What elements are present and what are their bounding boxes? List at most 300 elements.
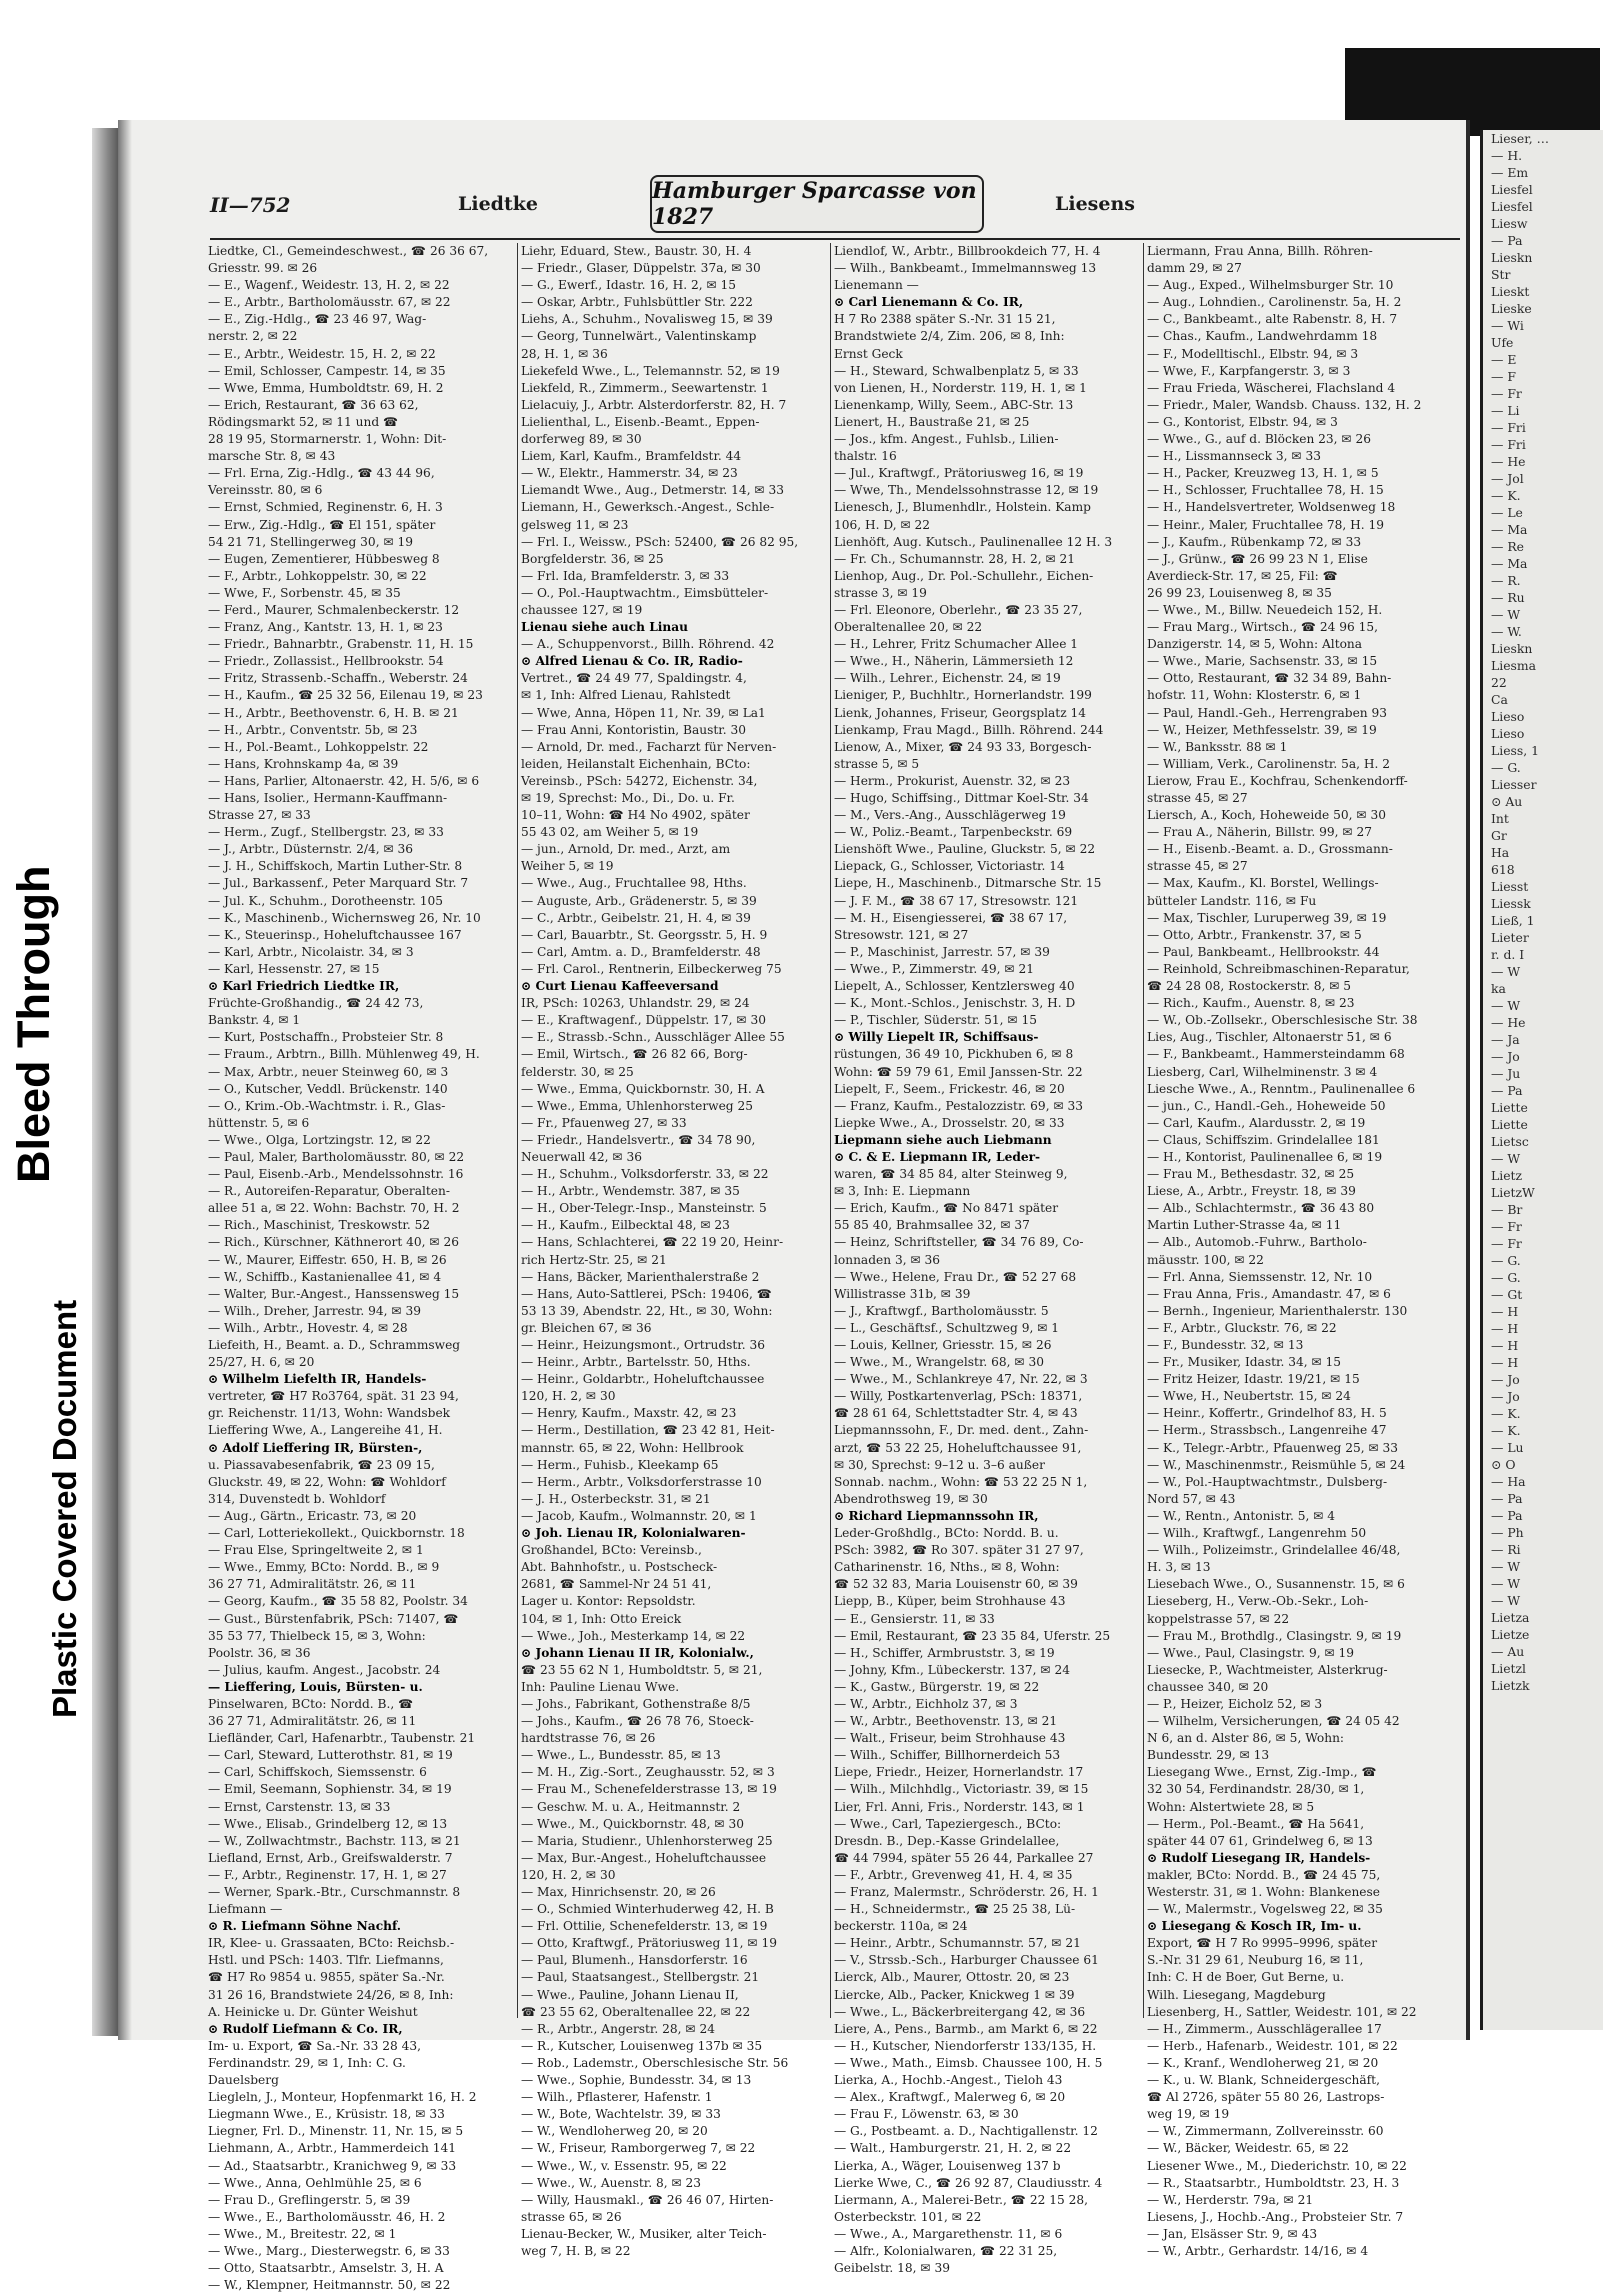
- next-page-fragment: — Fr: [1491, 386, 1522, 401]
- next-page-fragment: — Jo: [1491, 1389, 1520, 1404]
- directory-entry-line: — Fritz, Strassenb.-Schaffn., Weberstr. 24: [208, 671, 468, 686]
- directory-entry-line: — Frl. Erna, Zig.-Hdlg., ☎ 43 44 96,: [208, 466, 435, 481]
- directory-entry-line: Rödingsmarkt 52, ✉ 11 und ☎: [208, 414, 399, 429]
- next-page-fragment: — Li: [1491, 403, 1520, 418]
- directory-entry-line: Sonnab. nachm., Wohn: ☎ 53 22 25 N 1,: [834, 1474, 1088, 1489]
- directory-entry-line: Früchte-Großhandig., ☎ 24 42 73,: [208, 996, 424, 1011]
- directory-entry-line: ⊙ Alfred Lienau & Co. IR, Radio-: [521, 654, 743, 669]
- directory-entry-line: — Heinr., Arbtr., Schumannstr. 57, ✉ 21: [834, 1936, 1081, 1951]
- directory-entry-line: — Wwe, Anna, Höpen 11, Nr. 39, ✉ La1: [521, 705, 766, 720]
- directory-entry-line: — K., Telegr.-Arbtr., Pfauenweg 25, ✉ 33: [1147, 1440, 1399, 1455]
- directory-entry-line: mannstr. 65, ✉ 22, Wohn: Hellbrook: [521, 1440, 744, 1455]
- next-page-fragment: Str: [1491, 267, 1511, 282]
- directory-entry-line: — Paul, Bankbeamt., Hellbrookstr. 44: [1147, 944, 1380, 959]
- directory-entry-line: — Frau M., Bethesdastr. 32, ✉ 25: [1147, 1167, 1355, 1182]
- directory-entry-line: — Carl, Schiffskoch, Siemssenstr. 6: [208, 1765, 427, 1780]
- directory-entry-line: — Arnold, Dr. med., Facharzt für Nerven-: [521, 739, 777, 754]
- directory-entry-line: Inh: C. H de Boer, Gut Berne, u.: [1147, 1970, 1345, 1985]
- directory-entry-line: — W., Wendloherweg 20, ✉ 20: [521, 2124, 708, 2139]
- directory-entry-line: Griesstr. 99. ✉ 26: [208, 261, 318, 276]
- directory-entry-line: — Wwe., Carl, Tapeziergesch., BCto:: [834, 1816, 1062, 1831]
- directory-entry-line: Lierka, A., Wäger, Louisenweg 137 b: [834, 2158, 1061, 2173]
- directory-entry-line: — K., Steuerinsp., Hoheluftchaussee 167: [208, 927, 462, 942]
- directory-entry-line: — Heinr., Koffertr., Grindelhof 83, H. 5: [1147, 1406, 1387, 1421]
- directory-entry-line: — R., Kutscher, Louisenweg 137b ✉ 35: [521, 2038, 763, 2053]
- directory-entry-line: leiden, Heilanstalt Eichenhain, BCto:: [521, 756, 751, 771]
- directory-entry-line: N 6, an d. Alster 86, ✉ 5, Wohn:: [1147, 1731, 1345, 1746]
- directory-entry-line: — Wwe., Sophie, Bundesstr. 34, ✉ 13: [521, 2073, 752, 2088]
- directory-entry-line: — Friedr., Zollassist., Hellbrookstr. 54: [208, 654, 444, 669]
- directory-entry-line: 106, H. D, ✉ 22: [834, 517, 931, 532]
- directory-entry-line: — Karl, Hessenstr. 27, ✉ 15: [208, 961, 380, 976]
- next-page-fragment: — W: [1491, 998, 1521, 1013]
- directory-entry-line: — E., Arbtr., Weidestr. 15, H. 2, ✉ 22: [208, 346, 436, 361]
- directory-entry-line: ⊙ Adolf Lieffering IR, Bürsten-,: [208, 1440, 423, 1455]
- directory-entry-line: — H., Arbtr., Conventstr. 5b, ✉ 23: [208, 722, 418, 737]
- directory-entry-line: Liekefeld Wwe., L., Telemannstr. 52, ✉ 19: [521, 363, 780, 378]
- directory-entry-line: ☎ 24 28 08, Rostockerstr. 8, ✉ 5: [1147, 979, 1352, 994]
- directory-entry-line: Wohn: Alstertwiete 28, ✉ 5: [1147, 1799, 1315, 1814]
- directory-entry-line: Lager u. Kontor: Repsoldstr.: [521, 1594, 696, 1609]
- directory-entry-line: — W., Maurer, Eiffestr. 650, H. B, ✉ 26: [208, 1252, 447, 1267]
- directory-entry-line: Neuerwall 42, ✉ 36: [521, 1149, 642, 1164]
- directory-entry-line: Liesener Wwe., M., Diederichstr. 10, ✉ 22: [1147, 2158, 1407, 2173]
- next-page-fragment: — G.: [1491, 1270, 1521, 1285]
- directory-entry-line: — Jul., Barkassenf., Peter Marquard Str. 7: [208, 876, 469, 891]
- directory-entry-line: — Alex., Kraftwgf., Malerweg 6, ✉ 20: [834, 2090, 1066, 2105]
- directory-entry-line: Liefländer, Carl, Hafenarbtr., Taubenstr. 21: [208, 1731, 476, 1746]
- directory-entry-line: — Fraum., Arbtrn., Billh. Mühlenweg 49, H.: [208, 1047, 480, 1062]
- directory-entry-line: — W., Bäcker, Weidestr. 65, ✉ 22: [1147, 2141, 1349, 2156]
- directory-entry-line: — V., Strssb.-Sch., Harburger Chaussee 61: [834, 1953, 1099, 1968]
- directory-entry-line: 32 30 54, Ferdinandstr. 28/30, ✉ 1,: [1147, 1782, 1365, 1797]
- directory-entry-line: — Wilh., Pflasterer, Hafenstr. 1: [521, 2090, 713, 2105]
- directory-entry-line: 28 19 95, Stormarnerstr. 1, Wohn: Dit-: [208, 432, 447, 447]
- directory-entry-line: — H., Steward, Schwalbenplatz 5, ✉ 33: [834, 363, 1079, 378]
- directory-entry-line: chaussee 340, ✉ 20: [1147, 1679, 1269, 1694]
- directory-entry-line: — W., Bote, Wachtelstr. 39, ✉ 33: [521, 2107, 721, 2122]
- directory-entry-line: Liesche Wwe., A., Renntm., Paulinenallee 6: [1147, 1081, 1416, 1096]
- directory-entry-line: — Wwe., H., Näherin, Lämmersieth 12: [834, 654, 1074, 669]
- directory-entry-line: 36 27 71, Admiralitätstr. 26, ✉ 11: [208, 1577, 417, 1592]
- directory-entry-line: ⊙ Carl Lienemann & Co. IR,: [834, 295, 1024, 310]
- directory-entry-line: — Henry, Kaufm., Maxstr. 42, ✉ 23: [521, 1406, 737, 1421]
- directory-entry-line: — C., Bankbeamt., alte Rabenstr. 8, H. 7: [1147, 312, 1398, 327]
- directory-entry-line: — Otto, Staatsarbtr., Amselstr. 3, H. A: [208, 2261, 444, 2276]
- directory-entry-line: — Hans, Auto-Sattlerei, PSch: 19406, ☎: [521, 1286, 772, 1301]
- directory-entry-line: gr. Bleichen 67, ✉ 36: [521, 1320, 652, 1335]
- directory-entry-line: — W., Herderstr. 79a, ✉ 21: [1147, 2192, 1314, 2207]
- directory-entry-line: — Fr., Musiker, Idastr. 34, ✉ 15: [1147, 1355, 1342, 1370]
- directory-entry-line: — Wwe., E., Bartholomäusstr. 46, H. 2: [208, 2209, 446, 2224]
- directory-entry-line: — M. H., Zig.-Sort., Zeughausstr. 52, ✉ 3: [521, 1765, 775, 1780]
- directory-entry-line: Wohn: ☎ 59 79 61, Emil Janssen-Str. 22: [834, 1064, 1083, 1079]
- directory-entry-line: felderstr. 30, ✉ 25: [521, 1064, 634, 1079]
- directory-entry-line: — Frau F., Löwenstr. 63, ✉ 30: [834, 2107, 1019, 2122]
- directory-entry-line: Geibelstr. 18, ✉ 39: [834, 2261, 950, 2276]
- directory-entry-line: ✉ 19, Sprechst: Mo., Di., Do. u. Fr.: [521, 791, 735, 805]
- directory-entry-line: — Wwe., P., Zimmerstr. 49, ✉ 21: [834, 961, 1034, 976]
- directory-entry-line: 35 53 77, Thielbeck 15, ✉ 3, Wohn:: [208, 1628, 426, 1643]
- directory-entry-line: — Wilh., Arbtr., Hovestr. 4, ✉ 28: [208, 1320, 408, 1335]
- directory-entry-line: — Rich., Kaufm., Auenstr. 8, ✉ 23: [1147, 996, 1355, 1011]
- directory-entry-line: — Walt., Hamburgerstr. 21, H. 2, ✉ 22: [834, 2141, 1072, 2156]
- directory-entry-line: 55 43 02, am Weiher 5, ✉ 19: [521, 825, 699, 840]
- directory-entry-line: — Wwe, F., Sorbenstr. 45, ✉ 35: [208, 585, 401, 600]
- directory-entry-line: Liepe, Friedr., Heizer, Hornerlandstr. 17: [834, 1765, 1084, 1780]
- next-page-fragment: — W: [1491, 1593, 1521, 1608]
- next-page-fragment: ka: [1491, 981, 1506, 996]
- next-page-fragment: — Ph: [1491, 1525, 1524, 1540]
- header-last-entry: Liesens: [1055, 193, 1135, 215]
- directory-entry-line: Export, ☎ H 7 Ro 9995–9996, später: [1147, 1936, 1378, 1951]
- directory-entry-line: — Frl. Eleonore, Oberlehr., ☎ 23 35 27,: [834, 602, 1083, 617]
- directory-entry-line: Liekfeld, R., Zimmerm., Seewartenstr. 1: [521, 380, 769, 395]
- directory-entry-line: gr. Reichenstr. 11/13, Wohn: Wandsbek: [208, 1406, 451, 1421]
- directory-entry-line: S.-Nr. 31 29 61, Neuburg 16, ✉ 11,: [1147, 1953, 1364, 1968]
- directory-entry-line: Dauelsberg: [208, 2073, 279, 2088]
- directory-entry-line: — Rich., Kürschner, Käthnerort 40, ✉ 26: [208, 1235, 459, 1250]
- directory-entry-line: — Frau Marg., Wirtsch., ☎ 24 96 15,: [1147, 620, 1379, 635]
- directory-entry-line: — Frau M., Brothdlg., Clasingstr. 9, ✉ 19: [1147, 1628, 1402, 1643]
- directory-entry-line: — J. F. M., ☎ 38 67 17, Stresowstr. 121: [834, 893, 1079, 908]
- directory-entry-line: — Jan, Elsässer Str. 9, ✉ 43: [1147, 2226, 1318, 2241]
- column-4: [1144, 243, 1457, 2258]
- next-page-fragment: ⊙ Au: [1491, 794, 1523, 809]
- next-page-fragment: Lieso: [1491, 709, 1525, 724]
- directory-entry-line: — Wwe., Helene, Frau Dr., ☎ 52 27 68: [834, 1269, 1077, 1284]
- directory-entry-line: ✉ 30, Sprechst: 9–12 u. 3–6 außer: [834, 1457, 1045, 1472]
- directory-entry-line: — W., Banksstr. 88 ✉ 1: [1147, 739, 1288, 754]
- directory-entry-line: Liehr, Eduard, Stew., Baustr. 30, H. 4: [521, 244, 752, 258]
- header-first-entry: Liedtke: [458, 193, 538, 215]
- directory-entry-line: Liesegang Wwe., Ernst, Zig.-Imp., ☎: [1147, 1765, 1377, 1780]
- directory-entry-line: — C., Arbtr., Geibelstr. 21, H. 4, ✉ 39: [521, 910, 751, 925]
- directory-entry-line: damm 29, ✉ 27: [1147, 261, 1242, 276]
- next-page-fragment: — Pa: [1491, 233, 1523, 248]
- directory-entry-line: Liepelt, F., Seem., Frickestr. 46, ✉ 20: [834, 1081, 1065, 1096]
- next-page-fragment: — Ha: [1491, 1474, 1526, 1489]
- next-page-fragment: Liessk: [1491, 896, 1531, 911]
- directory-entry-line: ☎ 23 55 62, Oberaltenallee 22, ✉ 22: [521, 2004, 751, 2019]
- next-page-fragment: Lieser, …: [1491, 131, 1550, 146]
- directory-entry-line: — Wwe., Emmy, BCto: Nordd. B., ✉ 9: [208, 1560, 440, 1575]
- directory-entry-line: strasse 3, ✉ 19: [834, 585, 927, 600]
- directory-entry-line: — W., Arbtr., Gerhardstr. 14/16, ✉ 4: [1147, 2243, 1369, 2258]
- directory-entry-line: Lienkamp, Frau Magd., Billh. Röhrend. 244: [834, 722, 1104, 737]
- next-page-fragment: — E: [1491, 352, 1517, 367]
- directory-entry-line: — W., Klempner, Heitmannstr. 50, ✉ 22: [208, 2278, 451, 2293]
- next-page-fragment: — Pa: [1491, 1508, 1523, 1523]
- advertisement-banner: Hamburger Sparcasse von 1827: [650, 175, 984, 233]
- next-page-fragment: Liesst: [1491, 879, 1529, 894]
- directory-entry-line: Lies, Aug., Tischler, Altonaerstr 51, ✉ 6: [1147, 1030, 1392, 1045]
- directory-entry-line: — E., Arbtr., Bartholomäusstr. 67, ✉ 22: [208, 295, 451, 310]
- directory-entry-line: — J. H., Schiffskoch, Martin Luther-Str. 8: [208, 859, 463, 874]
- directory-entry-line: 120, H. 2, ✉ 30: [521, 1867, 616, 1882]
- directory-entry-line: Liedtke, Cl., Gemeindeschwest., ☎ 26 36 67,: [208, 244, 489, 258]
- directory-entry-line: — Ferd., Maurer, Schmalenbeckerstr. 12: [208, 602, 460, 617]
- directory-entry-line: Borgfelderstr. 36, ✉ 25: [521, 551, 664, 566]
- directory-entry-line: — Hans, Krohnskamp 4a, ✉ 39: [208, 756, 399, 771]
- directory-entry-line: Liegmann Wwe., E., Krüsistr. 18, ✉ 33: [208, 2107, 445, 2122]
- directory-entry-line: — H., Ober-Telegr.-Insp., Mansteinstr. 5: [521, 1201, 767, 1216]
- directory-entry-line: arzt, ☎ 53 22 25, Hoheluftchaussee 91,: [834, 1440, 1082, 1455]
- directory-entry-line: — O., Pol.-Hauptwachtm., Eimsbütteler-: [521, 585, 769, 600]
- next-page-fragment: Int: [1491, 811, 1509, 826]
- directory-entry-line: — Wwe., Pauline, Johann Lienau II,: [521, 1987, 739, 2002]
- directory-entry-line: — Hugo, Schiffsing., Dittmar Koel-Str. 34: [834, 791, 1089, 805]
- directory-entry-line: — Emil, Schlosser, Campestr. 14, ✉ 35: [208, 363, 446, 378]
- directory-entry-line: Lienesch, J., Blumenhdlr., Holstein. Kamp: [834, 500, 1091, 515]
- directory-entry-line: — W., Ob.-Zollsekr., Oberschlesische Str. 38: [1147, 1013, 1418, 1028]
- directory-entry-line: — Wilh., Schiffer, Billhornerdeich 53: [834, 1748, 1061, 1763]
- directory-entry-line: — Aug., Gärtn., Ericastr. 73, ✉ 20: [208, 1508, 417, 1523]
- directory-entry-line: Liemann, H., Gewerksch.-Angest., Schle-: [521, 500, 775, 515]
- directory-entry-line: Lienert, H., Baustraße 21, ✉ 25: [834, 414, 1030, 429]
- next-page-fragment: — He: [1491, 454, 1526, 469]
- directory-entry-line: strasse 45, ✉ 27: [1147, 859, 1248, 874]
- directory-entry-line: Martin Luther-Strasse 4a, ✉ 11: [1147, 1218, 1342, 1233]
- next-page-fragment: Liette: [1491, 1117, 1528, 1132]
- directory-entry-line: — W., Zimmermann, Zollvereinsstr. 60: [1147, 2124, 1384, 2139]
- directory-entry-line: — Louis, Kellner, Griesstr. 15, ✉ 26: [834, 1338, 1052, 1352]
- directory-entry-line: — Fr. Ch., Schumannstr. 28, H. 2, ✉ 21: [834, 551, 1076, 566]
- directory-entry-line: ☎ 52 32 83, Maria Louisenstr 60, ✉ 39: [834, 1577, 1078, 1592]
- directory-entry-line: — Johny, Kfm., Lübeckerstr. 137, ✉ 24: [834, 1662, 1070, 1677]
- next-page-fragment: — K.: [1491, 488, 1521, 503]
- directory-entry-line: Vereinsb., PSch: 54272, Eichenstr. 34,: [521, 773, 758, 788]
- directory-entry-line: Inh: Pauline Lienau Wwe.: [521, 1679, 680, 1694]
- directory-entry-line: — Max, Arbtr., neuer Steinweg 60, ✉ 3: [208, 1064, 449, 1079]
- directory-entry-line: — Herm., Zugf., Stellbergstr. 23, ✉ 33: [208, 825, 444, 840]
- directory-entry-line: — Willy, Postkartenverlag, PSch: 18371,: [834, 1389, 1083, 1404]
- directory-entry-line: rich Hertz-Str. 25, ✉ 21: [521, 1252, 667, 1267]
- directory-entry-line: — H., Kontorist, Paulinenallee 6, ✉ 19: [1147, 1149, 1383, 1164]
- directory-entry-line: — Emil, Wirtsch., ☎ 26 82 66, Borg-: [521, 1047, 748, 1062]
- directory-entry-line: strasse 5, ✉ 5: [834, 756, 920, 771]
- next-page-fragment: Lieske: [1491, 301, 1532, 316]
- directory-entry-line: — Hans, Isolier., Hermann-Kauffmann-: [208, 791, 448, 805]
- directory-entry-line: — Wwe., Emma, Uhlenhorsterweg 25: [521, 1098, 753, 1113]
- directory-entry-line: — F., Bankbeamt., Hammersteindamm 68: [1147, 1047, 1405, 1062]
- directory-entry-line: — Oskar, Arbtr., Fuhlsbüttler Str. 222: [521, 295, 753, 310]
- directory-entry-line: — Herm., Prokurist, Auenstr. 32, ✉ 23: [834, 773, 1071, 788]
- directory-entry-line: — Wwe, Th., Mendelssohnstrasse 12, ✉ 19: [834, 483, 1099, 498]
- directory-entry-line: — Alfr., Kolonialwaren, ☎ 22 31 25,: [834, 2243, 1058, 2258]
- next-page-fragment: — He: [1491, 1015, 1526, 1030]
- directory-entry-line: — Paul, Staatsangest., Stellbergstr. 21: [521, 1970, 760, 1985]
- directory-entry-line: 314, Duvenstedt b. Wohldorf: [208, 1491, 386, 1506]
- directory-entry-line: — W., Maschinenmstr., Reismühle 5, ✉ 24: [1147, 1457, 1406, 1472]
- next-page-fragment: — K.: [1491, 1423, 1521, 1438]
- directory-entry-line: — Karl, Arbtr., Nicolaistr. 34, ✉ 3: [208, 944, 414, 959]
- directory-entry-line: — Frl. Ida, Bramfelderstr. 3, ✉ 33: [521, 568, 730, 583]
- directory-entry-line: — William, Verk., Carolinenstr. 5a, H. 2: [1147, 756, 1391, 771]
- page-header: [210, 175, 1460, 233]
- directory-entry-line: — Otto, Kraftwgf., Prätoriusweg 11, ✉ 19: [521, 1936, 777, 1951]
- directory-entry-line: — J., Kaufm., Rübenkamp 72, ✉ 33: [1147, 534, 1362, 549]
- directory-entry-line: — Max, Bur.-Angest., Hoheluftchaussee: [521, 1850, 767, 1865]
- directory-entry-line: — Kurt, Postschaffn., Probsteier Str. 8: [208, 1030, 444, 1045]
- directory-entry-line: nerstr. 2, ✉ 22: [208, 329, 298, 344]
- next-page-fragment: 22: [1491, 675, 1507, 690]
- directory-entry-line: Dresdn. B., Dep.-Kasse Grindelallee,: [834, 1833, 1060, 1848]
- directory-entry-line: rüstungen, 36 49 10, Pickhuben 6, ✉ 8: [834, 1047, 1074, 1062]
- directory-entry-line: — G., Postbeamt. a. D., Nachtigallenstr. 12: [834, 2124, 1098, 2139]
- directory-entry-line: — Franz, Malermstr., Schröderstr. 26, H. 1: [834, 1885, 1099, 1899]
- page-number: II—752: [210, 193, 291, 217]
- next-page-fragment: — H.: [1491, 148, 1523, 163]
- directory-entry-line: hofstr. 11, Wohn: Klosterstr. 6, ✉ 1: [1147, 688, 1362, 703]
- next-page-fragment: — W.: [1491, 624, 1522, 639]
- directory-entry-line: — Carl, Steward, Lutterothstr. 81, ✉ 19: [208, 1748, 453, 1763]
- directory-entry-line: — Erich, Kaufm., ☎ No 8471 später: [834, 1201, 1059, 1216]
- next-page-fragment: Lietzk: [1491, 1678, 1530, 1693]
- directory-entry-line: Nord 57, ✉ 43: [1147, 1491, 1236, 1506]
- directory-entry-line: — E., Gensierstr. 11, ✉ 33: [834, 1611, 995, 1626]
- directory-entry-line: — jun., C., Handl.-Geh., Hoheweide 50: [1147, 1098, 1386, 1113]
- bleed-through-label: Bleed Through: [8, 865, 59, 1183]
- directory-entry-line: — R., Arbtr., Angerstr. 28, ✉ 24: [521, 2021, 716, 2036]
- directory-entry-line: — Walt., Friseur, beim Strohhause 43: [834, 1731, 1066, 1746]
- directory-entry-line: IR, PSch: 10263, Uhlandstr. 29, ✉ 24: [521, 996, 750, 1011]
- directory-entry-line: hardtstrasse 76, ✉ 26: [521, 1731, 656, 1746]
- directory-entry-line: — Carl, Lotteriekollekt., Quickbornstr. 18: [208, 1526, 465, 1541]
- directory-entry-line: — Paul, Handl.-Geh., Herrengraben 93: [1147, 705, 1388, 720]
- directory-entry-line: Liesenberg, H., Sattler, Weidestr. 101, ✉ 22: [1147, 2004, 1417, 2019]
- directory-entry-line: von Lienen, H., Norderstr. 119, H. 1, ✉ 1: [834, 380, 1087, 395]
- directory-entry-line: weg 19, ✉ 19: [1147, 2107, 1230, 2122]
- directory-entry-line: Vereinsstr. 80, ✉ 6: [208, 483, 323, 498]
- directory-entry-line: — Otto, Restaurant, ☎ 32 34 89, Bahn-: [1147, 671, 1392, 686]
- next-page-fragment: Lieskt: [1491, 284, 1530, 299]
- directory-entry-line: Liepmann siehe auch Liebmann: [834, 1132, 1052, 1147]
- next-page-fragment: Lieskn: [1491, 250, 1533, 265]
- next-page-fragment: — Ju: [1491, 1066, 1521, 1081]
- directory-entry-line: — K., Gastw., Bürgerstr. 19, ✉ 22: [834, 1679, 1040, 1694]
- next-page-fragment: Liess, 1: [1491, 743, 1540, 758]
- directory-entry-line: — Reinhold, Schreibmaschinen-Reparatur,: [1147, 961, 1410, 976]
- directory-entry-line: — W., Rentn., Antonistr. 5, ✉ 4: [1147, 1508, 1336, 1523]
- next-page-fragment: Liesw: [1491, 216, 1528, 231]
- directory-entry-line: — Wwe, H., Neubertstr. 15, ✉ 24: [1147, 1389, 1351, 1404]
- directory-entry-line: ⊙ Karl Friedrich Liedtke IR,: [208, 979, 400, 994]
- scan-top-margin: [0, 0, 1600, 48]
- directory-entry-line: — H., Handelsvertreter, Woldsenweg 18: [1147, 500, 1396, 515]
- directory-entry-line: Danzigerstr. 14, ✉ 5, Wohn: Altona: [1147, 637, 1363, 652]
- directory-entry-line: Bundesstr. 29, ✉ 13: [1147, 1748, 1270, 1763]
- directory-entry-line: 10–11, Wohn: ☎ H4 No 4902, später: [521, 808, 750, 823]
- directory-entry-line: — W., Malermstr., Vogelsweg 22, ✉ 35: [1147, 1902, 1383, 1917]
- directory-entry-line: ⊙ Rudolf Liefmann & Co. IR,: [208, 2021, 403, 2036]
- directory-entry-line: — Willy, Hausmakl., ☎ 26 46 07, Hirten-: [521, 2192, 774, 2207]
- directory-entry-line: — Wwe., W., v. Essenstr. 95, ✉ 22: [521, 2158, 727, 2173]
- directory-entry-line: allee 51 a, ✉ 22. Wohn: Bachstr. 70, H. 2: [208, 1201, 460, 1216]
- directory-entry-line: Liesecke, P., Wachtmeister, Alsterkrug-: [1147, 1662, 1388, 1677]
- next-page-fragment: — H: [1491, 1304, 1519, 1319]
- directory-entry-line: IR, Klee- u. Grassaaten, BCto: Reichsb.-: [208, 1936, 455, 1951]
- directory-entry-line: — Emil, Restaurant, ☎ 23 35 84, Uferstr. 25: [834, 1628, 1111, 1643]
- directory-entry-line: — Frl. Carol., Rentnerin, Eilbeckerweg 75: [521, 961, 782, 976]
- directory-entry-line: — Frau D., Greflingerstr. 5, ✉ 39: [208, 2192, 411, 2207]
- directory-entry-line: — Carl, Kaufm., Alardusstr. 2, ✉ 19: [1147, 1115, 1366, 1130]
- directory-entry-line: Liermann, A., Malerei-Betr., ☎ 22 15 28,: [834, 2192, 1089, 2207]
- next-page-fragment: — Jol: [1491, 471, 1524, 486]
- directory-entry-line: — K., Kranf., Wendloherweg 21, ✉ 20: [1147, 2055, 1379, 2070]
- directory-entry-line: — Wilh., Bankbeamt., Immelmannsweg 13: [834, 261, 1097, 276]
- directory-entry-line: Liepelt, A., Schlosser, Kentzlersweg 40: [834, 979, 1075, 994]
- directory-entry-line: Hstl. und PSch: 1403. Tlfr. Liefmanns,: [208, 1953, 444, 1968]
- directory-entry-line: — Hans, Bäcker, Marienthalerstraße 2: [521, 1269, 760, 1284]
- directory-entry-line: — Emil, Seemann, Sophienstr. 34, ✉ 19: [208, 1782, 452, 1797]
- directory-entry-line: — Paul, Eisenb.-Arb., Mendelssohnstr. 16: [208, 1167, 464, 1182]
- next-page-fragment: Gr: [1491, 828, 1507, 843]
- directory-entry-line: — M. H., Eisengiesserei, ☎ 38 67 17,: [834, 910, 1068, 925]
- directory-entry-line: Leder-Großhdlg., BCto: Nordd. B. u.: [834, 1526, 1059, 1541]
- directory-entry-line: — W., Friseur, Ramborgerweg 7, ✉ 22: [521, 2141, 756, 2156]
- directory-entry-line: 120, H. 2, ✉ 30: [521, 1389, 616, 1404]
- directory-entry-line: — Ernst, Carstenstr. 13, ✉ 33: [208, 1799, 391, 1814]
- next-page-fragment: — Br: [1491, 1202, 1523, 1217]
- directory-entry-line: — Franz, Kaufm., Pestalozzistr. 69, ✉ 33: [834, 1098, 1084, 1113]
- page-gutter-shadow: [118, 120, 132, 2040]
- directory-entry-line: Wilh. Liesegang, Magdeburg: [1147, 1987, 1326, 2002]
- directory-entry-line: beckerstr. 110a, ✉ 24: [834, 1919, 968, 1934]
- directory-entry-line: ✉ 3, Inh: E. Liepmann: [834, 1184, 971, 1199]
- directory-entry-line: — Paul, Maler, Bartholomäusstr. 80, ✉ 22: [208, 1149, 465, 1164]
- directory-entry-line: — H., Kutscher, Niendorferstr 133/135, H.: [834, 2038, 1097, 2053]
- directory-entry-line: — Fritz Heizer, Idastr. 19/21, ✉ 15: [1147, 1372, 1360, 1387]
- next-page-fragment: 618: [1491, 862, 1515, 877]
- directory-entry-line: Liercke, Alb., Packer, Knickweg 1 ✉ 39: [834, 1987, 1075, 2002]
- next-page-fragment: — Le: [1491, 505, 1523, 520]
- directory-entry-line: — Wwe., Joh., Mesterkamp 14, ✉ 22: [521, 1628, 746, 1643]
- directory-entry-line: Lieniger, P., Buchhltr., Hornerlandstr. 199: [834, 688, 1092, 703]
- directory-entry-line: Im- u. Export, ☎ Sa.-Nr. 33 28 43,: [208, 2038, 422, 2053]
- next-page-fragment: — Ma: [1491, 556, 1528, 571]
- directory-entry-line: Lierka, A., Hochb.-Angest., Tieloh 43: [834, 2073, 1063, 2088]
- directory-entry-line: — Rich., Maschinist, Treskowstr. 52: [208, 1218, 431, 1233]
- directory-entry-line: — H., Eisenb.-Beamt. a. D., Grossmann-: [1147, 842, 1393, 857]
- directory-entry-line: — W., Arbtr., Eichholz 37, ✉ 3: [834, 1696, 1018, 1711]
- directory-entry-line: — Paul, Blumenh., Hansdorferstr. 16: [521, 1953, 748, 1968]
- directory-entry-line: — Wilh., Lehrer., Eichenstr. 24, ✉ 19: [834, 671, 1061, 686]
- next-page-fragment: — H: [1491, 1355, 1519, 1370]
- next-page-fragment: Liesfel: [1491, 199, 1533, 214]
- directory-entry-line: ☎ Al 2726, später 55 80 26, Lastrops-: [1147, 2090, 1385, 2105]
- directory-entry-line: — Herm., Pol.-Beamt., ☎ Ha 5641,: [1147, 1816, 1365, 1831]
- directory-entry-line: — Wwe., Olga, Lortzingstr. 12, ✉ 22: [208, 1132, 431, 1147]
- directory-entry-line: Poolstr. 36, ✉ 36: [208, 1645, 311, 1660]
- directory-entry-line: — Alb., Schlachtermstr., ☎ 36 43 80: [1147, 1201, 1375, 1216]
- directory-entry-line: — Alb., Automob.-Fuhrw., Bartholo-: [1147, 1235, 1367, 1250]
- next-page-fragment: — F: [1491, 369, 1516, 384]
- directory-entry-line: — O., Kutscher, Veddl. Brückenstr. 140: [208, 1081, 448, 1096]
- directory-entry-line: ☎ 28 61 64, Schlettstadter Str. 4, ✉ 43: [834, 1406, 1078, 1421]
- directory-entry-line: — H., Schuhm., Volksdorferstr. 33, ✉ 22: [521, 1167, 769, 1182]
- directory-entry-line: ☎ 44 7994, später 55 26 44, Parkallee 27: [834, 1850, 1094, 1865]
- directory-entry-line: später 44 07 61, Grindelweg 6, ✉ 13: [1147, 1833, 1373, 1848]
- directory-entry-line: Willistrasse 31b, ✉ 39: [834, 1286, 971, 1301]
- book-spine: [92, 128, 118, 2036]
- directory-entry-line: — Wwe., Marg., Diesterwegstr. 6, ✉ 33: [208, 2243, 450, 2258]
- next-page-fragment: — Jo: [1491, 1049, 1520, 1064]
- directory-entry-line: H. 3, ✉ 13: [1147, 1560, 1211, 1575]
- next-page-fragment: — Ja: [1491, 1032, 1520, 1047]
- directory-entry-line: — Georg, Kaufm., ☎ 35 58 82, Poolstr. 34: [208, 1594, 468, 1609]
- directory-entry-line: — Wwe., G., auf d. Blöcken 23, ✉ 26: [1147, 432, 1372, 447]
